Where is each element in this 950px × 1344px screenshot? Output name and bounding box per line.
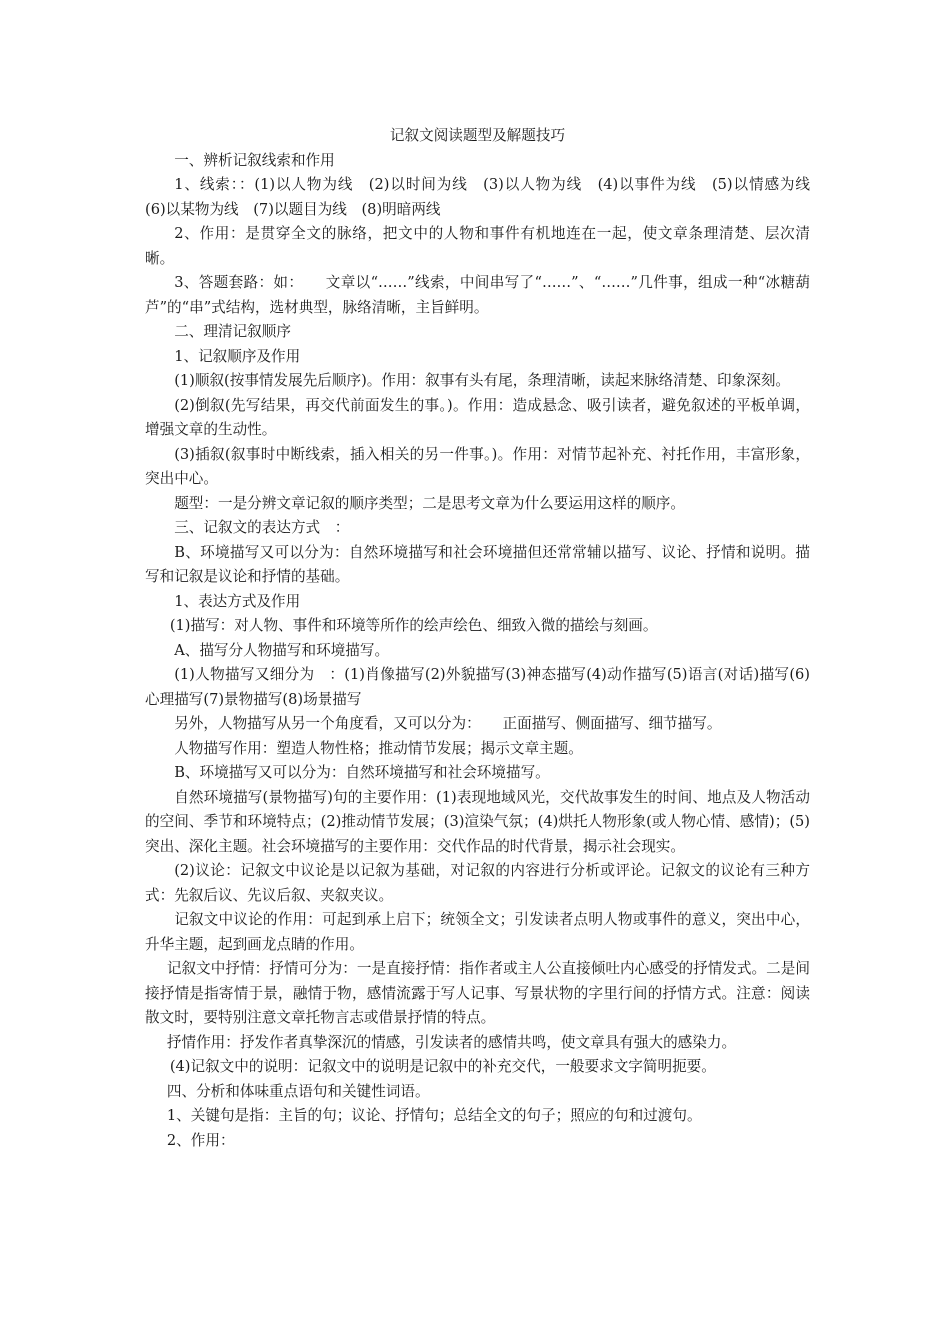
paragraph: (1)顺叙(按事情发展先后顺序)。作用：叙事有头有尾，条理清晰，读起来脉络清楚、印象深刻。: [174, 372, 791, 389]
paragraph: 记叙文中抒情：抒情可分为：一是直接抒情：指作者或主人公直接倾吐内心感受的抒情发式。二是间接抒情是指寄情于景，融情于物，感情流露于写人记事、写景状物的字里行间的抒情方式。注意：阅读散文时，要特别注意文章托物言志或借景抒情的特点。: [145, 960, 810, 1026]
paragraph: 抒情作用：抒发作者真挚深沉的情感，引发读者的感情共鸣，使文章具有强大的感染力。: [166, 1033, 737, 1051]
paragraph: 3、答题套路：如： 文章以“……”线索，中间串写了“……”、“……”几件事，组成一种“冰糖葫芦”的“串”式结构，选材典型，脉络清晰，主旨鲜明。: [145, 274, 810, 316]
paragraph: 2、作用：: [166, 1131, 235, 1149]
document-body: [145, 149, 825, 1154]
paragraph: 三、记叙文的表达方式 ：: [174, 519, 350, 536]
paragraph: A、描写分人物描写和环境描写。: [174, 641, 390, 659]
paragraph: B、环境描写又可以分为：自然环境描写和社会环境描但还常常辅以描写、议论、抒情和说明。描写和记叙是议论和抒情的基础。: [145, 543, 810, 585]
paragraph: 记叙文中议论的作用：可起到承上启下；统领全文；引发读者点明人物或事件的意义，突出中心，升华主题，起到画龙点睛的作用。: [145, 911, 810, 953]
paragraph: 1、表达方式及作用: [174, 592, 301, 610]
paragraph: B、环境描写又可以分为：自然环境描写和社会环境描写。: [174, 764, 550, 781]
paragraph: 另外，人物描写从另一个角度看，又可以分为： 正面描写、侧面描写、细节描写。: [174, 715, 722, 732]
paragraph: 二、理清记叙顺序: [174, 323, 291, 340]
paragraph: (4)记叙文中的说明：记叙文中的说明是记叙中的补充交代，一般要求文字简明扼要。: [169, 1058, 716, 1075]
paragraph: 四、分析和体味重点语句和关键性词语。: [166, 1082, 430, 1100]
paragraph: (1)描写：对人物、事件和环境等所作的绘声绘色、细致入微的描绘与刻画。: [169, 617, 658, 634]
paragraph: 2、作用：是贯穿全文的脉络，把文中的人物和事件有机地连在一起，使文章条理清楚、层次清晰。: [145, 225, 810, 267]
document-title: 记叙文阅读题型及解题技巧: [389, 127, 566, 144]
paragraph: (2)倒叙(先写结果，再交代前面发生的事。)。作用：造成悬念、吸引读者，避免叙述的平板单调，增强文章的生动性。: [145, 396, 810, 438]
paragraph: 自然环境描写(景物描写)句的主要作用：(1)表现地域风光，交代故事发生的时间、地点及人物活动的空间、季节和环境特点；(2)推动情节发展；(3)渲染气氛；(4)烘托人物形象(或人物心情、感情)；(5)突出、深化主题。社会环境描写的主要作用：交代作品的时代背景，揭示社会现实。: [145, 788, 810, 855]
paragraph: 题型：一是分辨文章记叙的顺序类型；二是思考文章为什么要运用这样的顺序。: [174, 494, 685, 512]
paragraph: 人物描写作用：塑造人物性格；推动情节发展；揭示文章主题。: [174, 739, 583, 757]
document-page: [145, 124, 825, 1153]
paragraph: 1、记叙顺序及作用: [174, 347, 301, 365]
paragraph: (1)人物描写又细分为 ：(1)肖像描写(2)外貌描写(3)神态描写(4)动作描写(5)语言(对话)描写(6)心理描写(7)景物描写(8)场景描写: [145, 666, 810, 708]
paragraph: 一、辨析记叙线索和作用: [174, 151, 335, 169]
paragraph: 1、关键句是指：主旨的句；议论、抒情句；总结全文的句子；照应的句和过渡句。: [166, 1107, 702, 1124]
paragraph: (3)插叙(叙事时中断线索，插入相关的另一件事。)。作用：对情节起补充、衬托作用，丰富形象，突出中心。: [145, 445, 810, 487]
paragraph: (2)议论：记叙文中议论是以记叙为基础，对记叙的内容进行分析或评论。记叙文的议论有三种方式：先叙后议、先议后叙、夹叙夹议。: [145, 862, 810, 904]
paragraph: 1、线索：：(1)以人物为线 (2)以时间为线 (3)以人物为线 (4)以事件为线 (5)以情感为线 (6)以某物为线 (7)以题目为线 (8)明暗两线: [145, 176, 825, 218]
